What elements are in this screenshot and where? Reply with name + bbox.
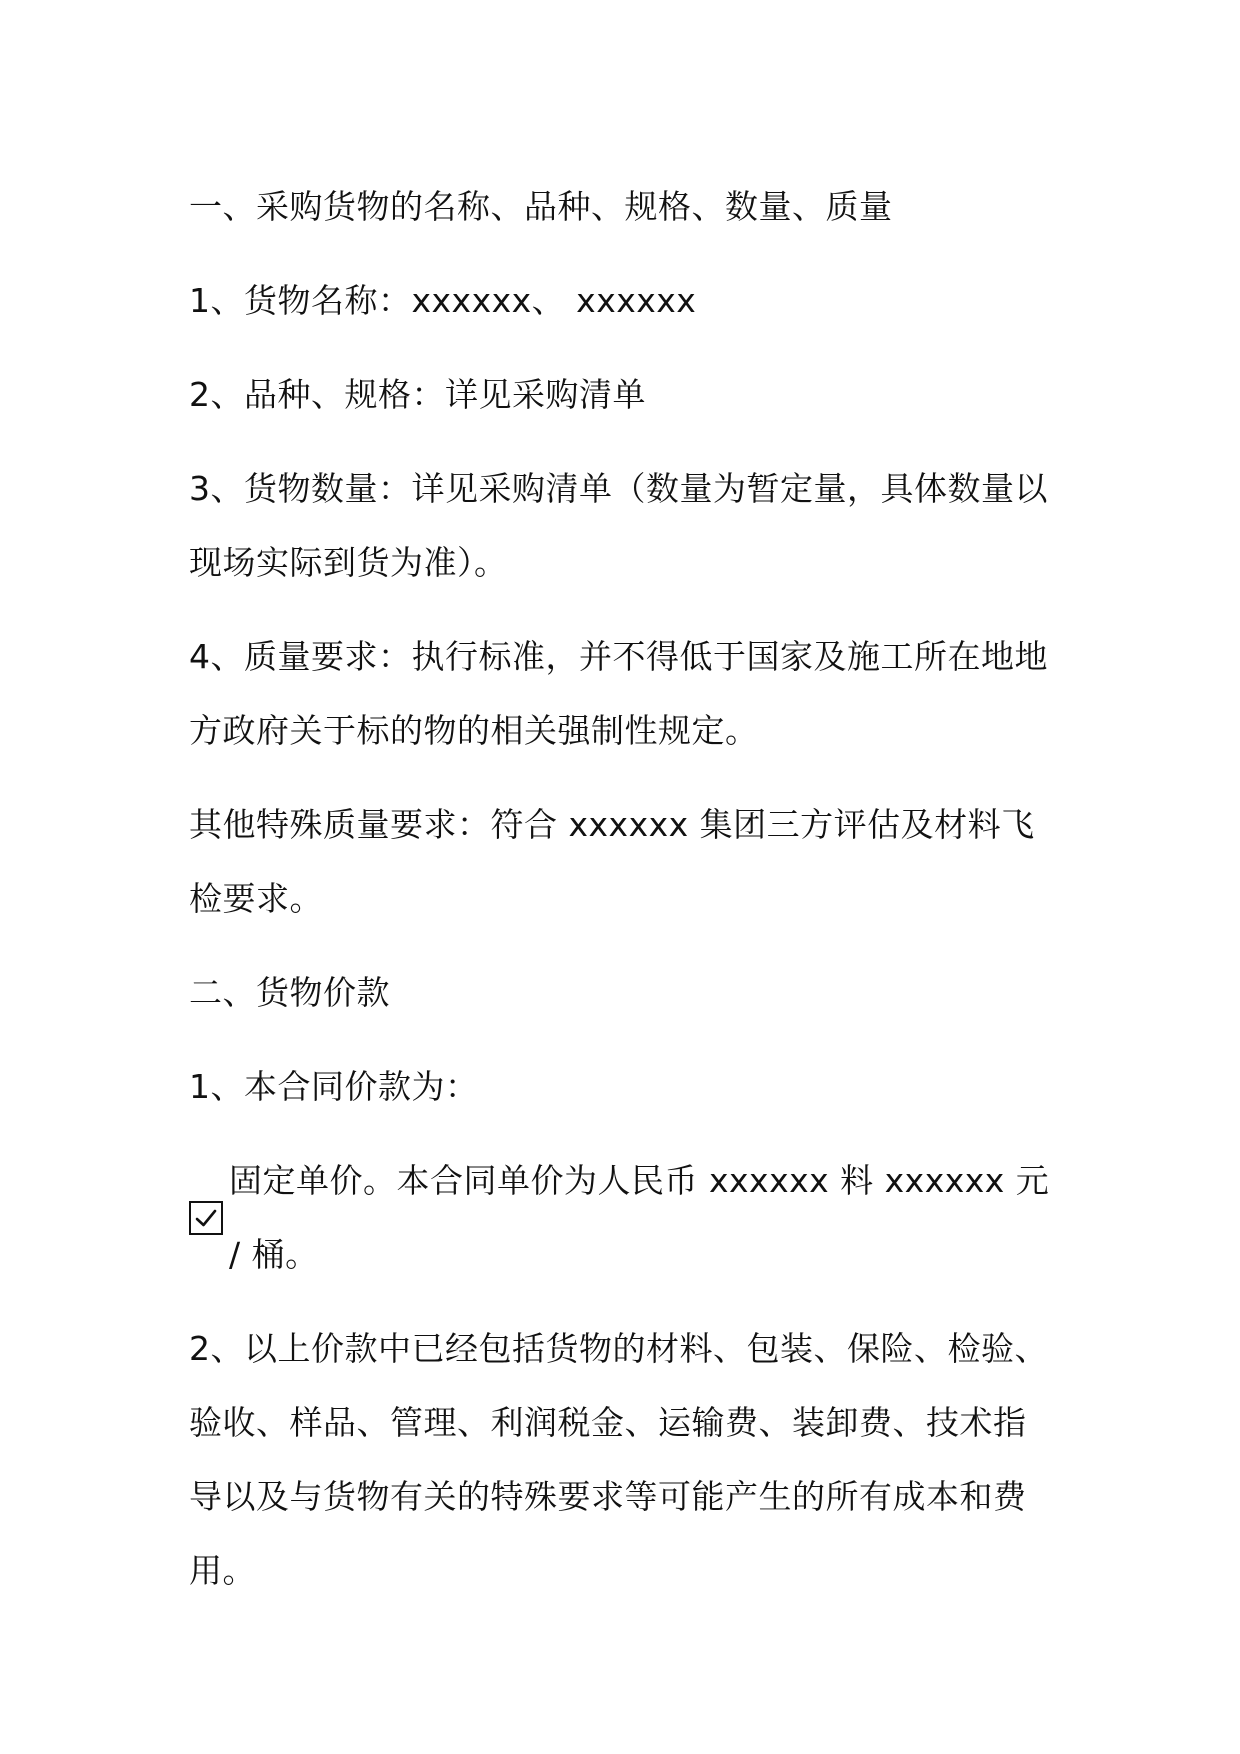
variety-spec-line: 2、品种、规格：详见采购清单 xyxy=(189,375,646,414)
goods-name-line: 1、货物名称：xxxxxx、 xxxxxx xyxy=(189,281,697,320)
contract-price-line: 1、本合同价款为： xyxy=(189,1067,479,1106)
checked-checkbox[interactable] xyxy=(189,1201,223,1235)
special-quality-requirement-line: 其他特殊质量要求：符合 xxxxxx 集团三方评估及材料飞检要求。 xyxy=(189,805,1035,918)
section-heading-price: 二、货物价款 xyxy=(189,973,390,1012)
section-heading-goods: 一、采购货物的名称、品种、规格、数量、质量 xyxy=(189,187,893,226)
fixed-unit-price-option xyxy=(189,1144,1059,1292)
price-inclusion-line: 2、以上价款中已经包括货物的材料、包装、保险、检验、验收、样品、管理、利润税金、运输费、装卸费、技术指导以及与货物有关的特殊要求等可能产生的所有成本和费用。 xyxy=(189,1329,1048,1590)
goods-quantity-line: 3、货物数量：详见采购清单（数量为暂定量，具体数量以现场实际到货为准）。 xyxy=(189,469,1048,582)
checkmark-icon xyxy=(193,1205,219,1231)
quality-requirement-line: 4、质量要求：执行标准，并不得低于国家及施工所在地地方政府关于标的物的相关强制性规定。 xyxy=(189,637,1048,750)
document-body xyxy=(189,170,1059,1628)
fixed-unit-price-text: 固定单价。本合同单价为人民币 xxxxxx 料 xxxxxx 元 / 桶。 xyxy=(229,1161,1050,1274)
